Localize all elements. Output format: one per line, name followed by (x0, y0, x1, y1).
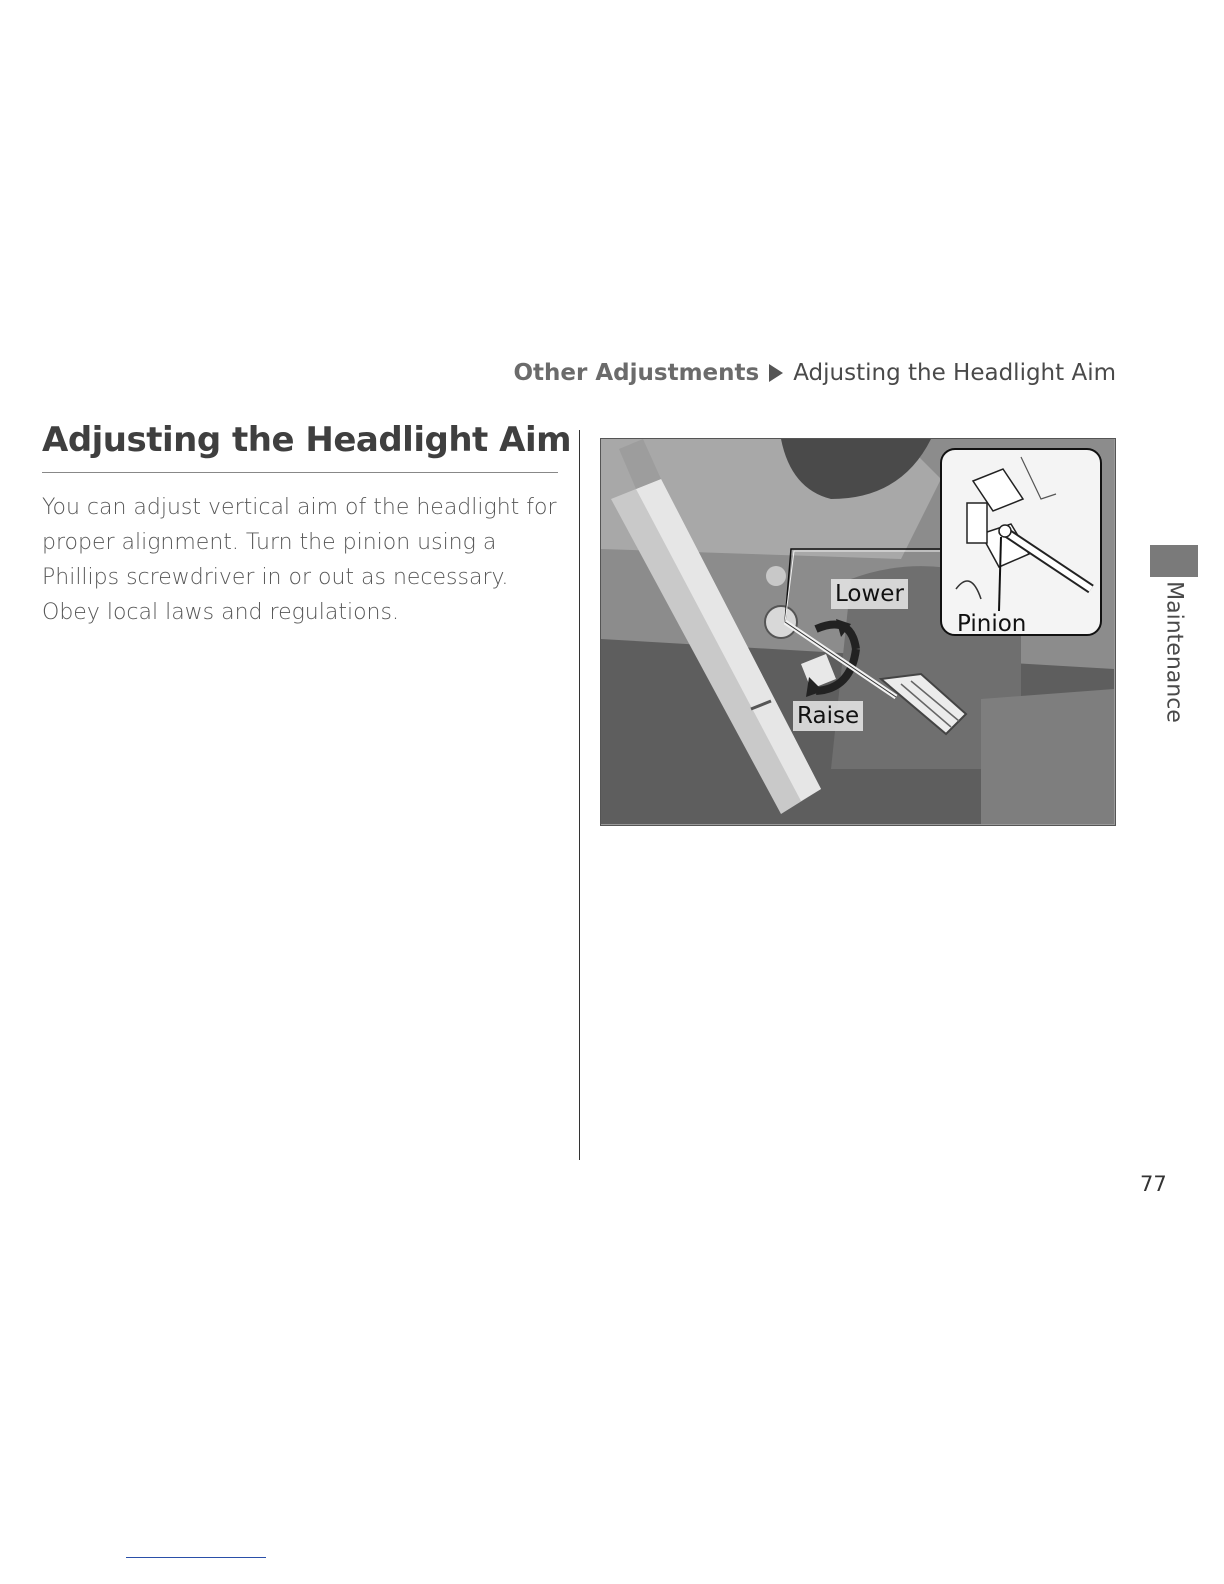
lower-label: Lower (831, 579, 908, 609)
title-underline (42, 472, 558, 473)
raise-label: Raise (793, 701, 863, 731)
headlight-adjustment-illustration (600, 438, 1116, 826)
page-title: Adjusting the Headlight Aim (42, 420, 572, 460)
column-divider (579, 430, 580, 1160)
breadcrumb-topic: Adjusting the Headlight Aim (793, 360, 1116, 386)
illustration-artwork (601, 439, 1114, 824)
triangle-right-icon (769, 364, 783, 382)
section-tab-label: Maintenance (1161, 581, 1187, 723)
breadcrumb-section: Other Adjustments (513, 360, 760, 386)
breadcrumb (514, 360, 1117, 386)
pinion-label: Pinion (957, 611, 1027, 637)
body-paragraph: You can adjust vertical aim of the headlight for proper alignment. Turn the pinion using a Phillips screwdriver in or out as necessary. Obey local laws and regulations. (42, 495, 557, 625)
page-number: 77 (1140, 1172, 1167, 1196)
footer-rule (126, 1557, 266, 1558)
section-tab (1150, 545, 1198, 577)
